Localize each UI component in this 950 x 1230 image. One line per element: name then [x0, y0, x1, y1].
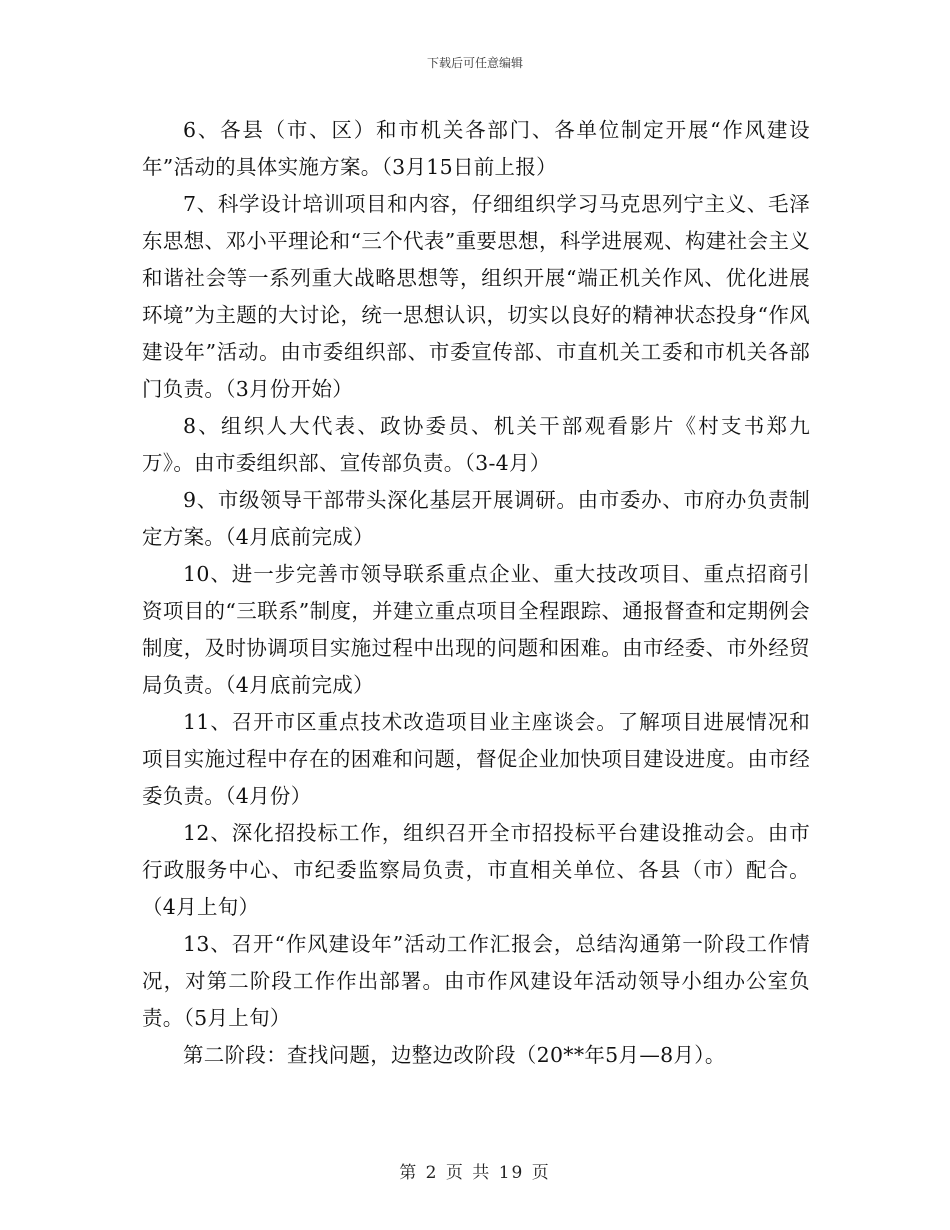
- paragraph-item-12: 12、深化招投标工作，组织召开全市招投标平台建设推动会。由市行政服务中心、市纪委监察局负责，市直相关单位、各县（市）配合。（4月上旬）: [142, 821, 810, 919]
- paragraph-item-7: 7、科学设计培训项目和内容，仔细组织学习马克思列宁主义、毛泽东思想、邓小平理论和“三个代表”重要思想，科学进展观、构建社会主义和谐社会等一系列重大战略思想等，组织开展“端正机关作风、优化进展环境”为主题的大讨论，统一思想认识，切实以良好的精神状态投身“作风建设年”活动。由市委组织部、市委宣传部、市直机关工委和市机关各部门负责。（3月份开始）: [142, 192, 810, 401]
- document-body: [142, 112, 810, 1074]
- header-note: 下载后可任意编辑: [426, 56, 523, 70]
- section-heading-stage-two: 第二阶段：查找问题，边整边改阶段（20**年5月—8月）。: [183, 1043, 726, 1067]
- paragraph-item-10: 10、进一步完善市领导联系重点企业、重大技改项目、重点招商引资项目的“三联系”制度，并建立重点项目全程跟踪、通报督查和定期例会制度，及时协调项目实施过程中出现的问题和困难。由市经委、市外经贸局负责。（4月底前完成）: [142, 562, 810, 697]
- paragraph-item-8: 8、组织人大代表、政协委员、机关干部观看影片《村支书郑九万》。由市委组织部、宣传部负责。（3-4月）: [142, 414, 810, 475]
- paragraph-item-9: 9、市级领导干部带头深化基层开展调研。由市委办、市府办负责制定方案。（4月底前完成）: [142, 488, 810, 549]
- paragraph-item-11: 11、召开市区重点技术改造项目业主座谈会。了解项目进展情况和项目实施过程中存在的困难和问题，督促企业加快项目建设进度。由市经委负责。（4月份）: [142, 710, 810, 808]
- paragraph-item-6: 6、各县（市、区）和市机关各部门、各单位制定开展“作风建设年”活动的具体实施方案。（3月15日前上报）: [142, 118, 810, 179]
- page-number-footer: 第 2 页 共 19 页: [399, 1163, 551, 1183]
- paragraph-item-13: 13、召开“作风建设年”活动工作汇报会，总结沟通第一阶段工作情况，对第二阶段工作作出部署。由市作风建设年活动领导小组办公室负责。（5月上旬）: [142, 932, 810, 1030]
